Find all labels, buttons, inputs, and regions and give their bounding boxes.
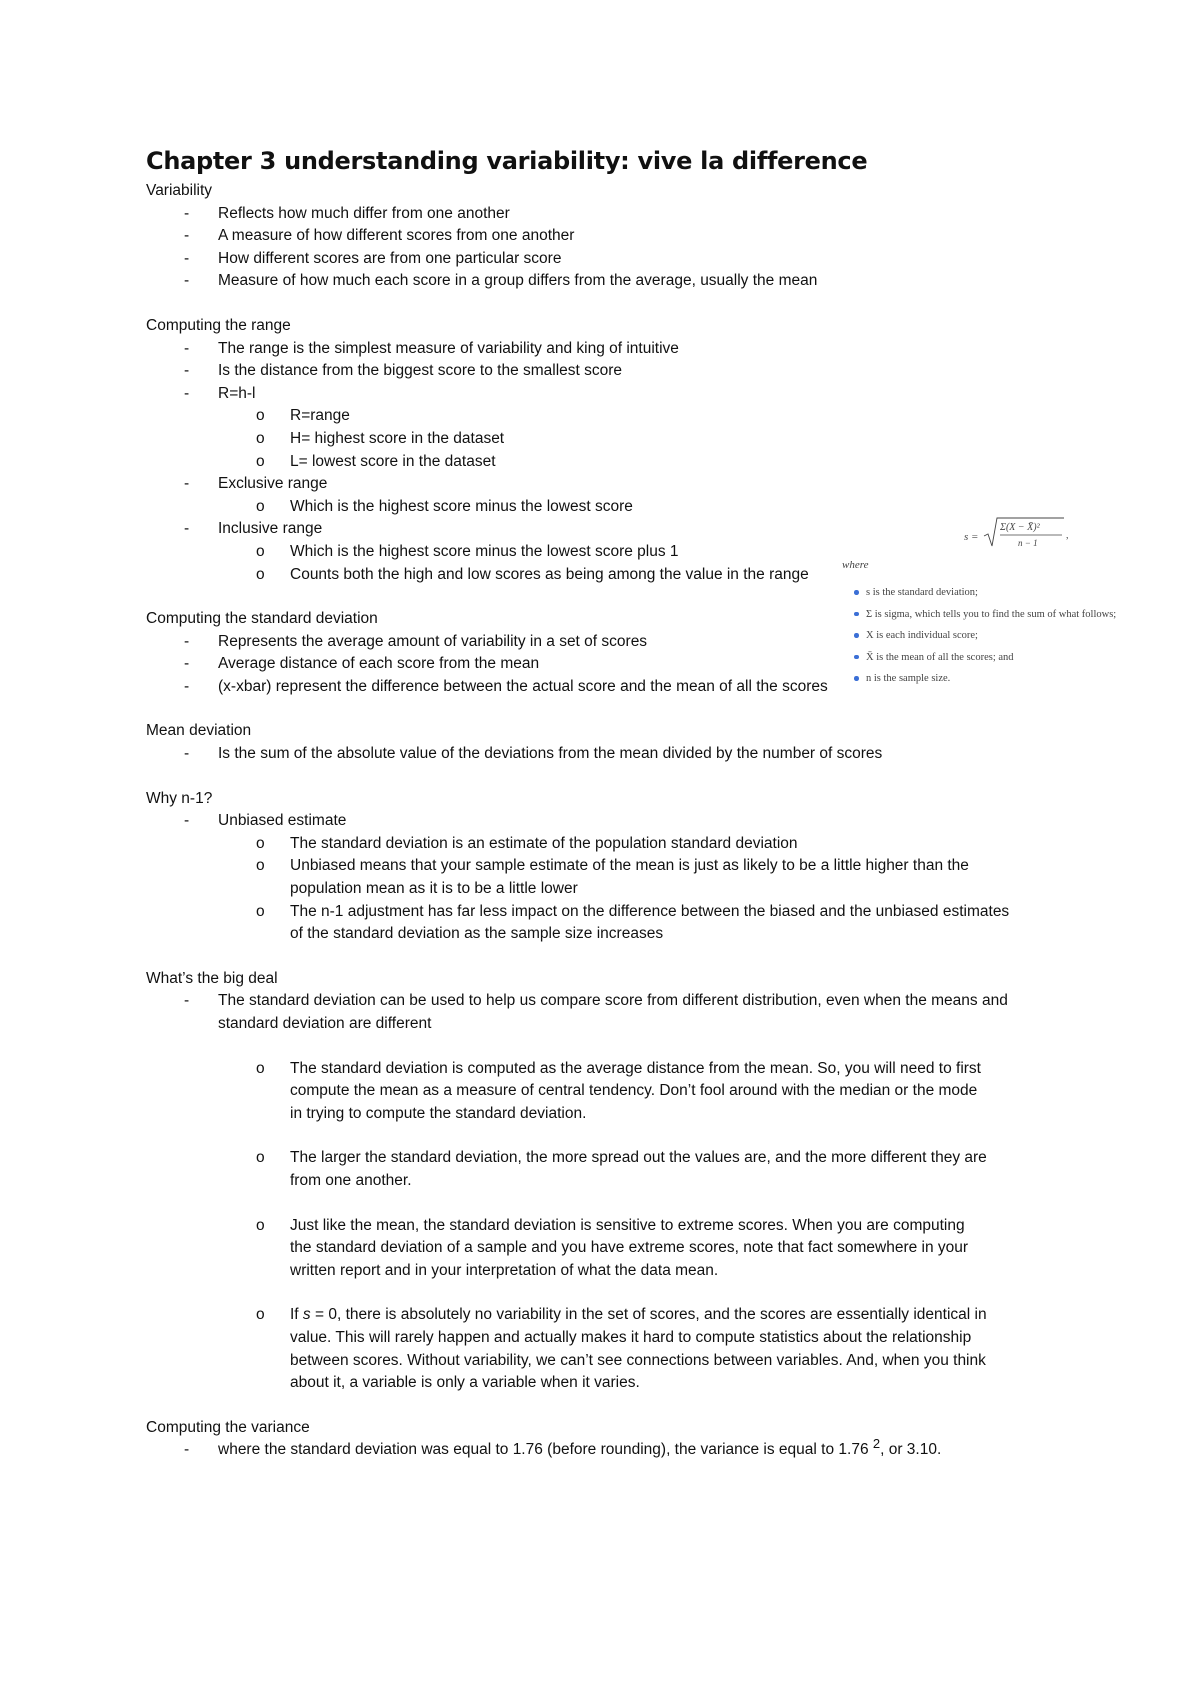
section-variability (146, 180, 1086, 293)
section-mean-deviation (146, 720, 1086, 765)
section-heading: Why n-1? (146, 789, 213, 807)
formula-where: where (842, 559, 869, 571)
document-body (146, 146, 1086, 1484)
section-heading: Computing the range (146, 316, 291, 334)
dash-marker: - (184, 339, 190, 357)
circle-marker: o (256, 429, 265, 447)
standard-deviation-formula-figure (842, 512, 1122, 692)
list-item: - Exclusive range o Which is the highest score minus the lowest score (146, 473, 1086, 518)
circle-marker: o (256, 1216, 265, 1234)
list-item: - where the standard deviation was equal to 1.76 (before rounding), the variance is equal to 1.76 $^2$, or 3.10. (146, 1439, 1086, 1462)
sub-item: o H= highest score in the dataset (218, 428, 1086, 451)
dash-marker: - (184, 272, 190, 290)
list-item: - Reflects how much differ from one another (146, 203, 1086, 226)
bullet-list (146, 810, 1086, 946)
dash-marker: - (184, 992, 190, 1010)
dash-marker: - (184, 677, 190, 695)
formula-legend-list (854, 582, 1116, 690)
circle-marker: o (256, 407, 265, 425)
section-variance (146, 1417, 1086, 1462)
dash-marker: - (184, 520, 190, 538)
bullet-list (146, 1436, 1086, 1462)
section-heading: Variability (146, 182, 213, 199)
circle-marker: o (256, 857, 265, 875)
section-heading: Computing the standard deviation (146, 610, 378, 628)
list-item: Σ is sigma, which tells you to find the sum of what follows; (854, 604, 1116, 626)
list-item: - R=h-l o R=range o H= highest score in the dataset o L= lowest score in the dataset (146, 383, 1086, 473)
sub-list (218, 405, 1086, 473)
list-item: - The range is the simplest measure of variability and king of intuitive (146, 338, 1086, 361)
list-item: - Represents the average amount of variability in a set of scores (146, 631, 1086, 654)
section-heading: Computing the variance (146, 1418, 310, 1436)
circle-marker: o (256, 1149, 265, 1167)
list-item: - (x-xbar) represent the difference between the actual score and the mean of all the scores (146, 676, 1086, 699)
dash-marker: - (184, 362, 190, 380)
list-item: - Is the sum of the absolute value of the deviations from the mean divided by the number of scores (146, 743, 1086, 766)
sub-list (218, 833, 1086, 946)
circle-marker: o (256, 1306, 265, 1324)
sub-item: o R=range (218, 405, 1086, 428)
list-item: - Unbiased estimate o The standard deviation is an estimate of the population standard deviation o Unbiased means that your sample estimate of the mean is just as likely to be a little higher than the population mean as it is to be a little lower o The n-1 adjustment has far less impact on the difference between the biased and the unbiased estimates of the standard deviation as the sample size increases (146, 810, 1086, 946)
formula-image (962, 514, 1122, 554)
dash-marker: - (184, 227, 190, 245)
circle-marker: o (256, 542, 265, 560)
formula-comma: , (1066, 530, 1069, 541)
circle-marker: o (256, 565, 265, 583)
list-item: - How different scores are from one particular score (146, 248, 1086, 271)
dash-marker: - (184, 745, 190, 763)
list-item: - Is the distance from the biggest score to the smallest score (146, 360, 1086, 383)
section-why-n-1 (146, 788, 1086, 946)
sub-item: o The n-1 adjustment has far less impact on the difference between the biased and the unbiased estimates of the standard deviation as the sample size increases (256, 902, 1010, 943)
page-title: Chapter 3 understanding variability: vive la difference (146, 147, 868, 175)
sub-item: o The standard deviation is an estimate of the population standard deviation (218, 833, 1086, 856)
list-item: - Inclusive range o Which is the highest score minus the lowest score plus 1 o Counts both the high and low scores as being among the value in the range (146, 518, 1086, 586)
bullet-list (146, 203, 1086, 293)
circle-marker: o (256, 452, 265, 470)
section-big-deal (146, 968, 1086, 1395)
sub-item: o Just like the mean, the standard deviation is sensitive to extreme scores. When you are computing the standard deviation of a sample and you have extreme scores, note that fact somewhere in your written report and in your interpretation of what the data mean. (256, 1216, 969, 1279)
list-item: - Measure of how much each score in a group differs from the average, usually the mean (146, 270, 1086, 293)
list-item: - A measure of how different scores from one another (146, 225, 1086, 248)
dash-marker: - (184, 249, 190, 267)
circle-marker: o (256, 1059, 265, 1077)
sub-item: o The larger the standard deviation, the more spread out the values are, and the more different they are from one another. (256, 1149, 987, 1189)
sub-item: o L= lowest score in the dataset (218, 451, 1086, 474)
sub-item: o Which is the highest score minus the lowest score plus 1 (218, 541, 1086, 564)
bullet-dot (854, 590, 859, 595)
circle-marker: o (256, 834, 265, 852)
section-heading: Mean deviation (146, 722, 252, 740)
dash-marker: - (184, 655, 190, 673)
dash-marker: - (184, 475, 190, 493)
dash-marker: - (184, 384, 190, 402)
list-item: - Average distance of each score from the mean (146, 653, 1086, 676)
dash-marker: - (184, 812, 190, 830)
list-item: X̄ is the mean of all the scores; and (854, 647, 1116, 669)
dash-marker: - (184, 204, 190, 222)
formula-lhs: s = (964, 531, 979, 543)
bullet-list (146, 990, 1086, 1394)
list-item: X is each individual score; (854, 625, 1116, 647)
bullet-dot (854, 633, 859, 638)
section-heading: What’s the big deal (146, 969, 278, 987)
bullet-dot (854, 676, 859, 681)
list-item: s is the standard deviation; (854, 582, 1116, 604)
circle-marker: o (256, 497, 265, 515)
sub-item: o Counts both the high and low scores as being among the value in the range (218, 564, 890, 587)
dash-marker: - (184, 632, 190, 650)
formula-numerator: Σ(X − X̄)² (1000, 522, 1040, 533)
bullet-dot (854, 655, 859, 660)
list-item: - The standard deviation can be used to help us compare score from different distribution, even when the means and standard deviation are different o The standard deviation is computed as the average distance from the mean. So, you will need to first compute the mean as a measure of central tendency. Don’t fool around with the median or the mode in trying to compute the standard deviation. o The larger the standard deviation, the more spread out the values are, and the more different they are from one another. o Just like the mean, the standard deviation is sensitive to extreme scores. When you are computing the standard deviation of a sample and you have extreme scores, note that fact somewhere in your written report and in your interpretation of what the data mean. o If s = 0, there is absolutely no variability in the set of scores, and the scores are essentially identical in value. This will rarely happen and actually makes it hard to compute statistics about the relationship between scores. Without variability, we can’t see connections between variables. And, when you think about it, a variable is only a variable when it varies. (146, 990, 1048, 1394)
dash-marker: - (184, 1441, 190, 1459)
circle-marker: o (256, 902, 265, 920)
bullet-list (146, 743, 1086, 766)
sub-item: o The standard deviation is computed as the average distance from the mean. So, you will need to first compute the mean as a measure of central tendency. Don’t fool around with the median or the mode in trying to compute the standard deviation. (256, 1059, 981, 1122)
list-item: n is the sample size. (854, 668, 1116, 690)
sub-list (218, 1058, 1048, 1395)
bullet-dot (854, 612, 859, 617)
sub-item: o If s = 0, there is absolutely no variability in the set of scores, and the scores are essentially identical in value. This will rarely happen and actually makes it hard to compute statistics about the relationship between scores. Without variability, we can’t see connections between variables. And, when you think about it, a variable is only a variable when it varies. (256, 1306, 987, 1392)
formula-denominator: n − 1 (1018, 538, 1038, 548)
sub-item: o Which is the highest score minus the lowest score (218, 496, 1086, 519)
sub-item: o Unbiased means that your sample estimate of the mean is just as likely to be a little higher than the population mean as it is to be a little lower (256, 857, 969, 898)
